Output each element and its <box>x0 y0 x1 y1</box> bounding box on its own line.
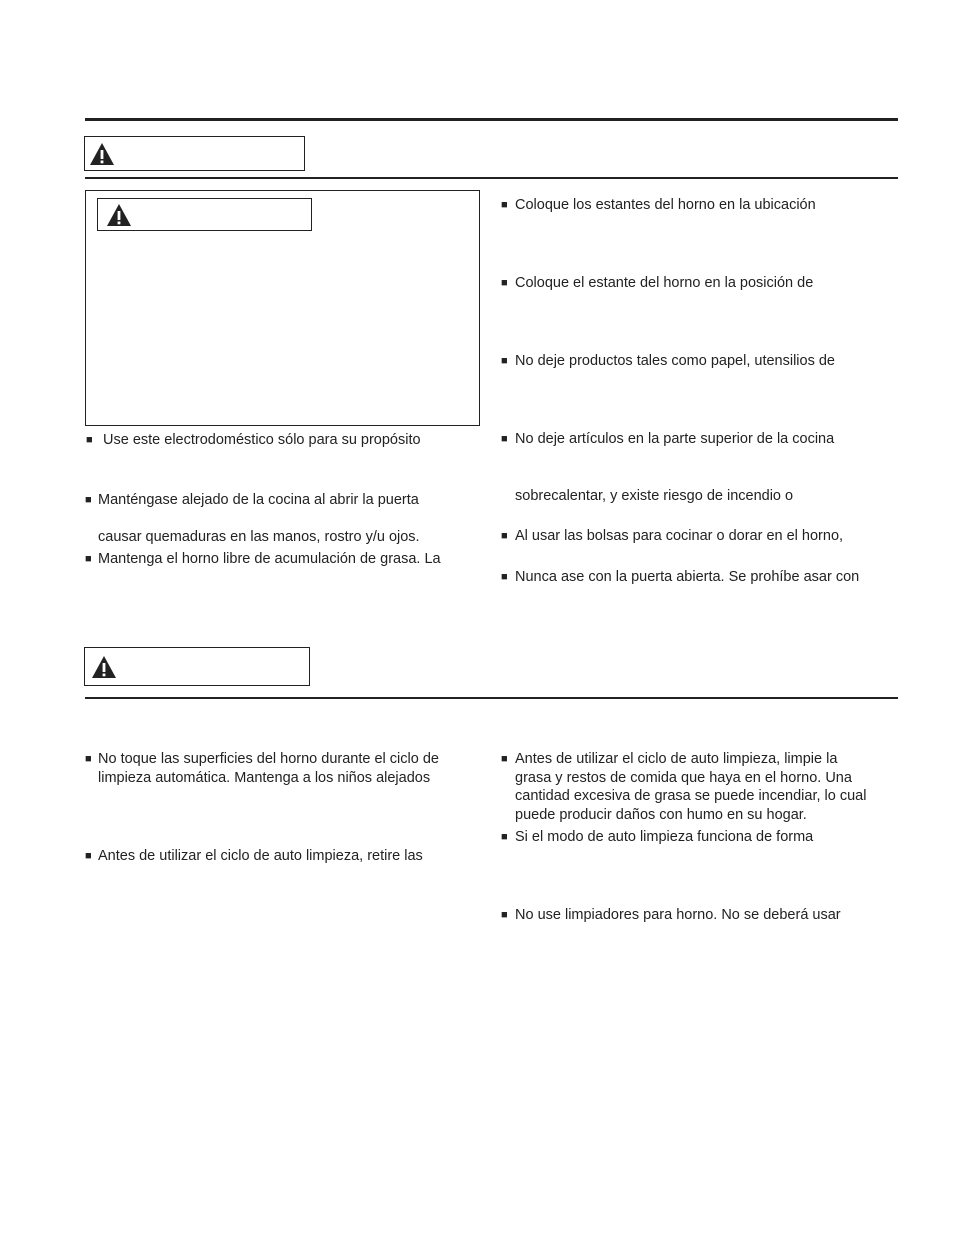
warning-triangle-icon <box>106 203 132 227</box>
warning-header-box-1 <box>84 136 305 171</box>
square-bullet-icon: ■ <box>501 433 508 445</box>
item-no-products: No deje productos tales como papel, utensilios de <box>515 353 835 369</box>
item-malfunction: Si el modo de auto limpieza funciona de forma <box>515 829 814 845</box>
square-bullet-icon: ■ <box>501 909 508 921</box>
item-no-touch-line2: limpieza automática. Mantenga a los niños alejados <box>98 769 431 786</box>
item-clean-line2: grasa y restos de comida que haya en el horno. Una <box>515 769 852 786</box>
square-bullet-icon: ■ <box>501 199 508 211</box>
square-bullet-icon: ■ <box>85 850 92 862</box>
warning-triangle-icon <box>89 142 115 166</box>
warning-triangle-icon <box>91 655 117 679</box>
item-remove: Antes de utilizar el ciclo de auto limpieza, retire las <box>98 848 423 864</box>
item-no-touch-line1: No toque las superficies del horno durante el ciclo de <box>98 751 439 767</box>
item-never-broil: Nunca ase con la puerta abierta. Se prohíbe asar con <box>515 569 860 585</box>
item-no-touch <box>98 750 439 787</box>
inner-warning-header <box>97 198 312 231</box>
section-rule-2 <box>85 697 898 699</box>
square-bullet-icon: ■ <box>501 355 508 367</box>
item-burns: causar quemaduras en las manos, rostro y/u ojos. <box>98 529 420 545</box>
square-bullet-icon: ■ <box>501 530 508 542</box>
warning-header-box-2 <box>84 647 310 686</box>
square-bullet-icon: ■ <box>501 277 508 289</box>
item-bags: Al usar las bolsas para cocinar o dorar en el horno, <box>515 528 844 544</box>
item-shelves-location: Coloque los estantes del horno en la ubicación <box>515 197 816 213</box>
item-grease: Mantenga el horno libre de acumulación de grasa. La <box>98 551 441 567</box>
square-bullet-icon: ■ <box>501 831 508 843</box>
square-bullet-icon: ■ <box>501 753 508 765</box>
item-shelf-position: Coloque el estante del horno en la posición de <box>515 275 814 291</box>
top-rule <box>85 118 898 121</box>
square-bullet-icon: ■ <box>85 753 92 765</box>
item-clean-before <box>515 750 866 824</box>
item-clean-line3: cantidad excesiva de grasa se puede incendiar, lo cual <box>515 788 867 804</box>
item-overheat: sobrecalentar, y existe riesgo de incendio o <box>515 488 794 504</box>
item-no-items: No deje artículos en la parte superior de la cocina <box>515 431 835 447</box>
item-use-purpose: Use este electrodoméstico sólo para su propósito <box>103 432 421 448</box>
item-stay-away: Manténgase alejado de la cocina al abrir la puerta <box>98 492 419 508</box>
item-clean-line4: puede producir daños con humo en su hogar. <box>515 806 807 823</box>
square-bullet-icon: ■ <box>85 553 92 565</box>
square-bullet-icon: ■ <box>85 494 92 506</box>
square-bullet-icon: ■ <box>86 434 93 446</box>
square-bullet-icon: ■ <box>501 571 508 583</box>
item-clean-line1: Antes de utilizar el ciclo de auto limpieza, limpie la <box>515 751 838 767</box>
section-rule-1 <box>85 177 898 179</box>
item-no-cleaners: No use limpiadores para horno. No se deberá usar <box>515 907 841 923</box>
